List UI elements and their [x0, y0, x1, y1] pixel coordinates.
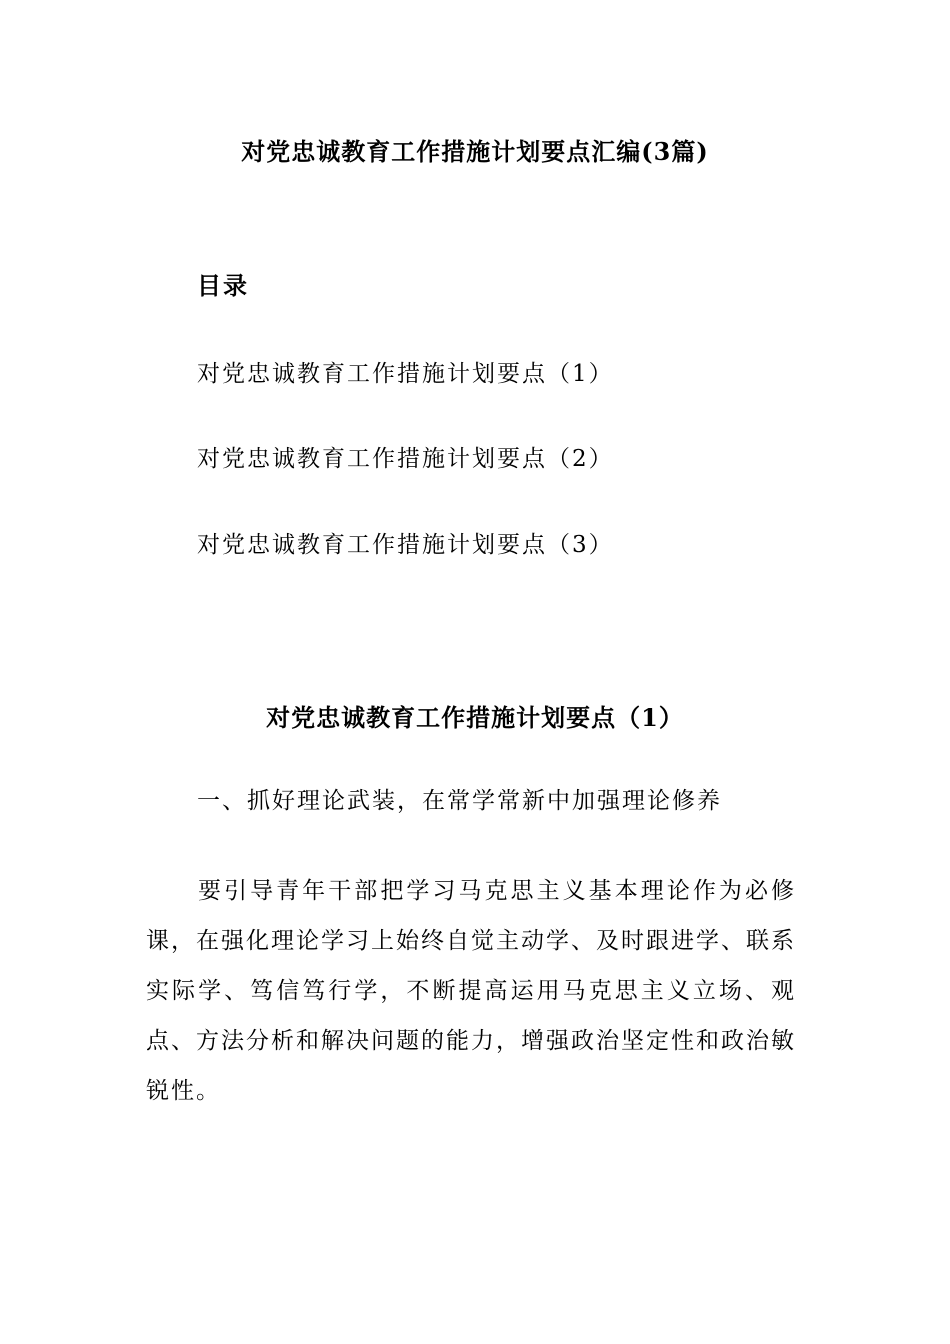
section-subheading: 一、抓好理论武装，在常学常新中加强理论修养: [197, 788, 722, 814]
toc-item-2[interactable]: 对党忠诚教育工作措施计划要点（2）: [197, 446, 614, 472]
document-title: 对党忠诚教育工作措施计划要点汇编(3篇): [241, 137, 709, 166]
toc-heading: 目录: [197, 271, 249, 300]
toc-item-1[interactable]: 对党忠诚教育工作措施计划要点（1）: [197, 361, 614, 387]
toc-item-3[interactable]: 对党忠诚教育工作措施计划要点（3）: [197, 532, 614, 558]
body-paragraph: 要引导青年干部把学习马克思主义基本理论作为必修课，在强化理论学习上始终自觉主动学、及时跟进学、联系实际学、笃信笃行学，不断提高运用马克思主义立场、观点、方法分析和解决问题的能力，增强政治坚定性和政治敏锐性。: [146, 878, 796, 1104]
section-title: 对党忠诚教育工作措施计划要点（1）: [266, 703, 684, 732]
